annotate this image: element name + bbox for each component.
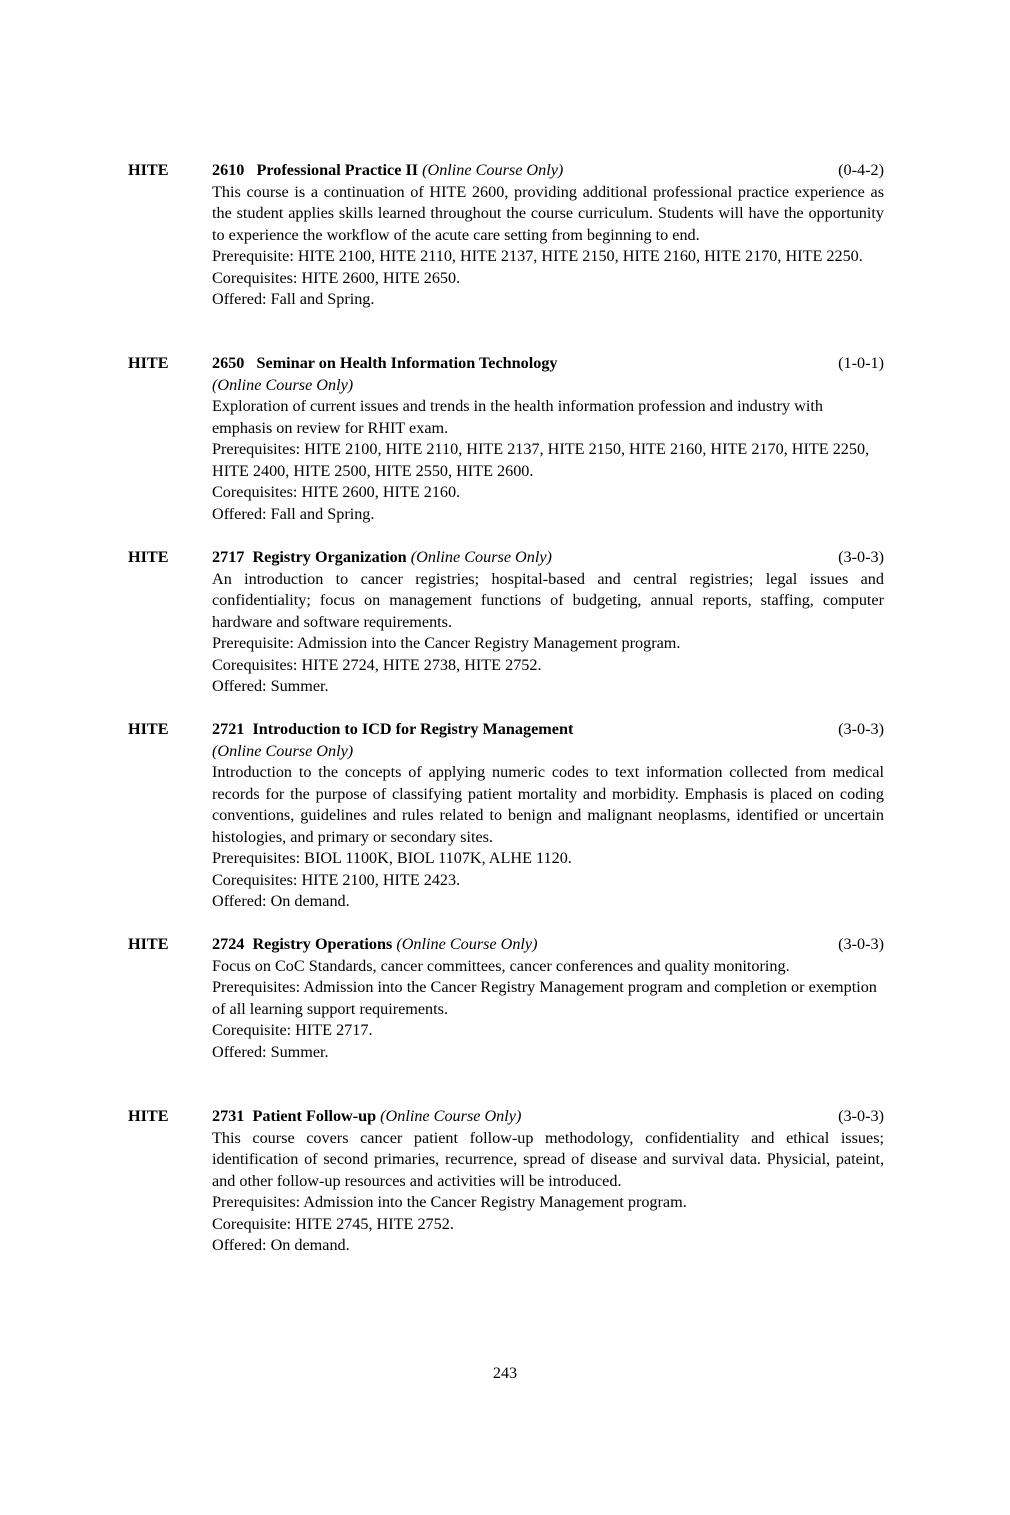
course-hours: (3-0-3) bbox=[838, 1107, 884, 1125]
course-description: This course is a continuation of HITE 2600, providing additional professional practice experience as the student applies skills learned throughout the course curriculum. Students will have the opportunity to experience the workflow of the acute care setting from beginning to end. bbox=[212, 182, 884, 244]
course-heading bbox=[212, 934, 884, 956]
course-heading bbox=[212, 1106, 884, 1128]
course-description: Focus on CoC Standards, cancer committees, cancer conferences and quality monitoring. bbox=[212, 956, 790, 975]
page-number: 243 bbox=[492, 1364, 518, 1382]
course-heading bbox=[212, 547, 884, 569]
course-prerequisite: Prerequisite: HITE 2100, HITE 2110, HITE 2137, HITE 2150, HITE 2160, HITE 2170, HITE 2250. bbox=[212, 247, 863, 265]
course-offered: Offered: Fall and Spring. bbox=[212, 504, 375, 523]
course-title: Professional Practice II bbox=[256, 161, 419, 179]
course-body bbox=[212, 160, 884, 311]
course-prerequisite: Prerequisites: BIOL 1100K, BIOL 1107K, ALHE 1120. bbox=[212, 849, 572, 867]
course-body bbox=[212, 1106, 884, 1257]
course-body bbox=[212, 547, 884, 698]
course-offered: Offered: On demand. bbox=[212, 1236, 350, 1254]
course-corequisite: Corequisites: HITE 2600, HITE 2650. bbox=[212, 268, 461, 287]
course-body bbox=[212, 719, 884, 913]
course-hours: (1-0-1) bbox=[838, 354, 884, 372]
course-dept: HITE bbox=[128, 548, 169, 566]
course-prerequisite: Prerequisites: Admission into the Cancer Registry Management program. bbox=[212, 1193, 687, 1211]
course-title: Patient Follow-up bbox=[252, 1107, 377, 1125]
course-heading bbox=[212, 353, 884, 375]
course-corequisite: Corequisite: HITE 2745, HITE 2752. bbox=[212, 1214, 454, 1233]
course-dept: HITE bbox=[128, 161, 169, 179]
course-title: Introduction to ICD for Registry Management bbox=[252, 720, 574, 738]
course-number: 2731 bbox=[212, 1107, 245, 1125]
course-hours: (3-0-3) bbox=[838, 548, 884, 566]
online-note: (Online Course Only) bbox=[410, 548, 552, 566]
course-dept: HITE bbox=[128, 720, 169, 738]
course-description: This course covers cancer patient follow-up methodology, confidentiality and ethical issues; identification of second primaries, recurrence, spread of disease and survival data. Physicial, pateint, and other follow-up resources and activities will be introduced. bbox=[212, 1128, 884, 1190]
course-corequisite: Corequisites: HITE 2724, HITE 2738, HITE 2752. bbox=[212, 655, 542, 674]
course-prerequisite: Prerequisites: HITE 2100, HITE 2110, HITE 2137, HITE 2150, HITE 2160, HITE 2170, HITE 2250, HITE 2400, HITE 2500, HITE 2550, HITE 2600. bbox=[212, 440, 870, 480]
online-note: (Online Course Only) bbox=[396, 935, 538, 953]
course-title: Registry Operations bbox=[252, 935, 393, 953]
course-number: 2610 bbox=[212, 161, 245, 179]
course-body bbox=[212, 353, 884, 525]
course-dept: HITE bbox=[128, 935, 169, 953]
course-offered: Offered: Fall and Spring. bbox=[212, 290, 375, 308]
course-body bbox=[212, 934, 884, 1063]
course-description: Exploration of current issues and trends in the health information profession and industry with emphasis on review for RHIT exam. bbox=[212, 397, 823, 437]
online-note: (Online Course Only) bbox=[422, 161, 564, 179]
course-number: 2721 bbox=[212, 720, 245, 738]
online-note: (Online Course Only) bbox=[212, 375, 354, 394]
course-corequisite: Corequisites: HITE 2100, HITE 2423. bbox=[212, 870, 461, 889]
course-dept: HITE bbox=[128, 354, 169, 372]
course-number: 2650 bbox=[212, 354, 245, 372]
course-number: 2717 bbox=[212, 548, 245, 566]
course-hours: (0-4-2) bbox=[838, 161, 884, 179]
course-hours: (3-0-3) bbox=[838, 720, 884, 738]
course-title: Seminar on Health Information Technology bbox=[256, 354, 558, 372]
course-number: 2724 bbox=[212, 935, 245, 953]
course-description: An introduction to cancer registries; hospital-based and central registries; legal issues and confidentiality; focus on management functions of budgeting, annual reports, staffing, computer hardware and software requirements. bbox=[212, 569, 884, 631]
online-note: (Online Course Only) bbox=[212, 741, 354, 760]
course-heading bbox=[212, 160, 884, 182]
course-corequisite: Corequisite: HITE 2717. bbox=[212, 1021, 373, 1039]
course-prerequisite: Prerequisites: Admission into the Cancer Registry Management program and completion or exemption of all learning support requirements. bbox=[212, 978, 877, 1018]
course-hours: (3-0-3) bbox=[838, 935, 884, 953]
online-note: (Online Course Only) bbox=[380, 1107, 522, 1125]
course-offered: Offered: On demand. bbox=[212, 892, 350, 910]
course-corequisite: Corequisites: HITE 2600, HITE 2160. bbox=[212, 483, 461, 501]
course-heading bbox=[212, 719, 884, 741]
course-prerequisite: Prerequisite: Admission into the Cancer Registry Management program. bbox=[212, 634, 681, 652]
course-dept: HITE bbox=[128, 1107, 169, 1125]
course-offered: Offered: Summer. bbox=[212, 1042, 329, 1061]
course-description: Introduction to the concepts of applying numeric codes to text information collected from medical records for the purpose of classifying patient mortality and morbidity. Emphasis is placed on coding conventions, guidelines and rules related to benign and malignant neoplasms, identified or uncertain histologies, and primary or secondary sites. bbox=[212, 763, 884, 846]
course-offered: Offered: Summer. bbox=[212, 677, 329, 695]
course-title: Registry Organization bbox=[252, 548, 407, 566]
